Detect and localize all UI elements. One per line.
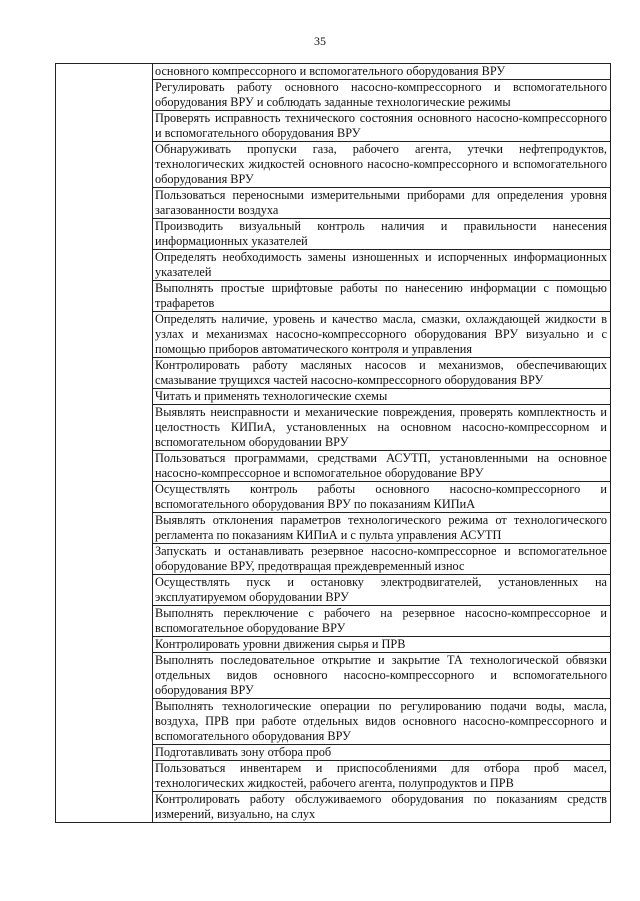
skill-cell: [153, 653, 611, 699]
skill-cell: [153, 358, 611, 389]
skill-text: Определять необходимость замены изношенных и испорченных информационных указателей: [155, 250, 607, 279]
skill-text: Выполнять переключение с рабочего на резервное насосно-компрессорное и вспомогательное оборудование ВРУ: [155, 606, 607, 635]
skill-cell: [153, 792, 611, 823]
skill-text: Выполнять простые шрифтовые работы по нанесению информации с помощью трафаретов: [155, 281, 607, 310]
skill-text: Подготавливать зону отбора проб: [155, 745, 332, 759]
skill-cell: [153, 281, 611, 312]
skill-cell: [153, 188, 611, 219]
skill-text: Пользоваться инвентарем и приспособлениями для отбора проб масел, технологических жидкостей, рабочего агента, полупродуктов и ПРВ: [155, 761, 607, 790]
skill-text: Пользоваться переносными измерительными приборами для определения уровня загазованности воздуха: [155, 188, 607, 217]
skill-cell: [153, 606, 611, 637]
skill-cell: [153, 637, 611, 653]
skill-text: Выявлять отклонения параметров технологического режима от технологического регламента по показаниям КИПиА и с пульта управления АСУТП: [155, 513, 607, 542]
skill-cell: [153, 219, 611, 250]
skills-table-body: [56, 64, 611, 823]
skill-cell: [153, 575, 611, 606]
skill-text: Выполнять технологические операции по регулированию подачи воды, масла, воздуха, ПРВ при работе отдельных видов основного насосно-компрессорного и вспомогательного оборудования ВРУ: [155, 699, 607, 743]
skill-cell: [153, 482, 611, 513]
skill-text: Читать и применять технологические схемы: [155, 389, 388, 403]
left-empty-cell: [56, 64, 153, 823]
skill-cell: [153, 699, 611, 745]
skill-cell: [153, 80, 611, 111]
skill-text: Регулировать работу основного насосно-компрессорного и вспомогательного оборудования ВРУ и соблюдать заданные технологические режимы: [155, 80, 607, 109]
skill-text: Выполнять последовательное открытие и закрытие ТА технологической обвязки отдельных видов основного насосно-компрессорного и вспомогательного оборудования ВРУ: [155, 653, 607, 697]
skill-cell: [153, 513, 611, 544]
skills-table-container: [55, 63, 611, 823]
skill-cell: [153, 451, 611, 482]
skill-cell: [153, 544, 611, 575]
table-row: [56, 64, 611, 80]
skill-text: Пользоваться программами, средствами АСУТП, установленными на основное насосно-компрессорное и вспомогательное оборудование ВРУ: [155, 451, 607, 480]
skill-cell: [153, 312, 611, 358]
skill-text: Выявлять неисправности и механические повреждения, проверять комплектность и целостность КИПиА, установленных на основном насосно-компрессорном и вспомогательном оборудовании ВРУ: [155, 405, 607, 449]
skill-cell: [153, 405, 611, 451]
skill-text: Осуществлять пуск и остановку электродвигателей, установленных на эксплуатируемом оборудовании ВРУ: [155, 575, 607, 604]
page-number: 35: [314, 34, 326, 48]
skill-cell: [153, 745, 611, 761]
skill-text: Проверять исправность технического состояния основного насосно-компрессорного и вспомогательного оборудования ВРУ: [155, 111, 607, 140]
skill-text: Запускать и останавливать резервное насосно-компрессорное и вспомогательное оборудование ВРУ, предотвращая преждевременный износ: [155, 544, 607, 573]
skill-text: Обнаруживать пропуски газа, рабочего агента, утечки нефтепродуктов, технологических жидкостей основного насосно-компрессорного и вспомогательного оборудования ВРУ: [155, 142, 607, 186]
skill-cell: [153, 111, 611, 142]
skill-cell: [153, 64, 611, 80]
skill-cell: [153, 761, 611, 792]
skill-text: Определять наличие, уровень и качество масла, смазки, охлаждающей жидкости в узлах и механизмах насосно-компрессорного оборудования ВРУ визуально и с помощью приборов автоматического контроля и управления: [155, 312, 607, 356]
skill-cell: [153, 250, 611, 281]
skill-cell: [153, 389, 611, 405]
skill-text: Производить визуальный контроль наличия и правильности нанесения информационных указателей: [155, 219, 607, 248]
skill-text: Осуществлять контроль работы основного насосно-компрессорного и вспомогательного оборудования ВРУ по показаниям КИПиА: [155, 482, 607, 511]
skill-text: основного компрессорного и вспомогательного оборудования ВРУ: [155, 64, 506, 78]
skill-text: Контролировать работу обслуживаемого оборудования по показаниям средств измерений, визуально, на слух: [155, 792, 607, 821]
skill-text: Контролировать уровни движения сырья и ПРВ: [155, 637, 406, 651]
skills-table: [55, 63, 611, 823]
skill-cell: [153, 142, 611, 188]
skill-text: Контролировать работу масляных насосов и механизмов, обеспечивающих смазывание трущихся частей насосно-компрессорного оборудования ВРУ: [155, 358, 607, 387]
